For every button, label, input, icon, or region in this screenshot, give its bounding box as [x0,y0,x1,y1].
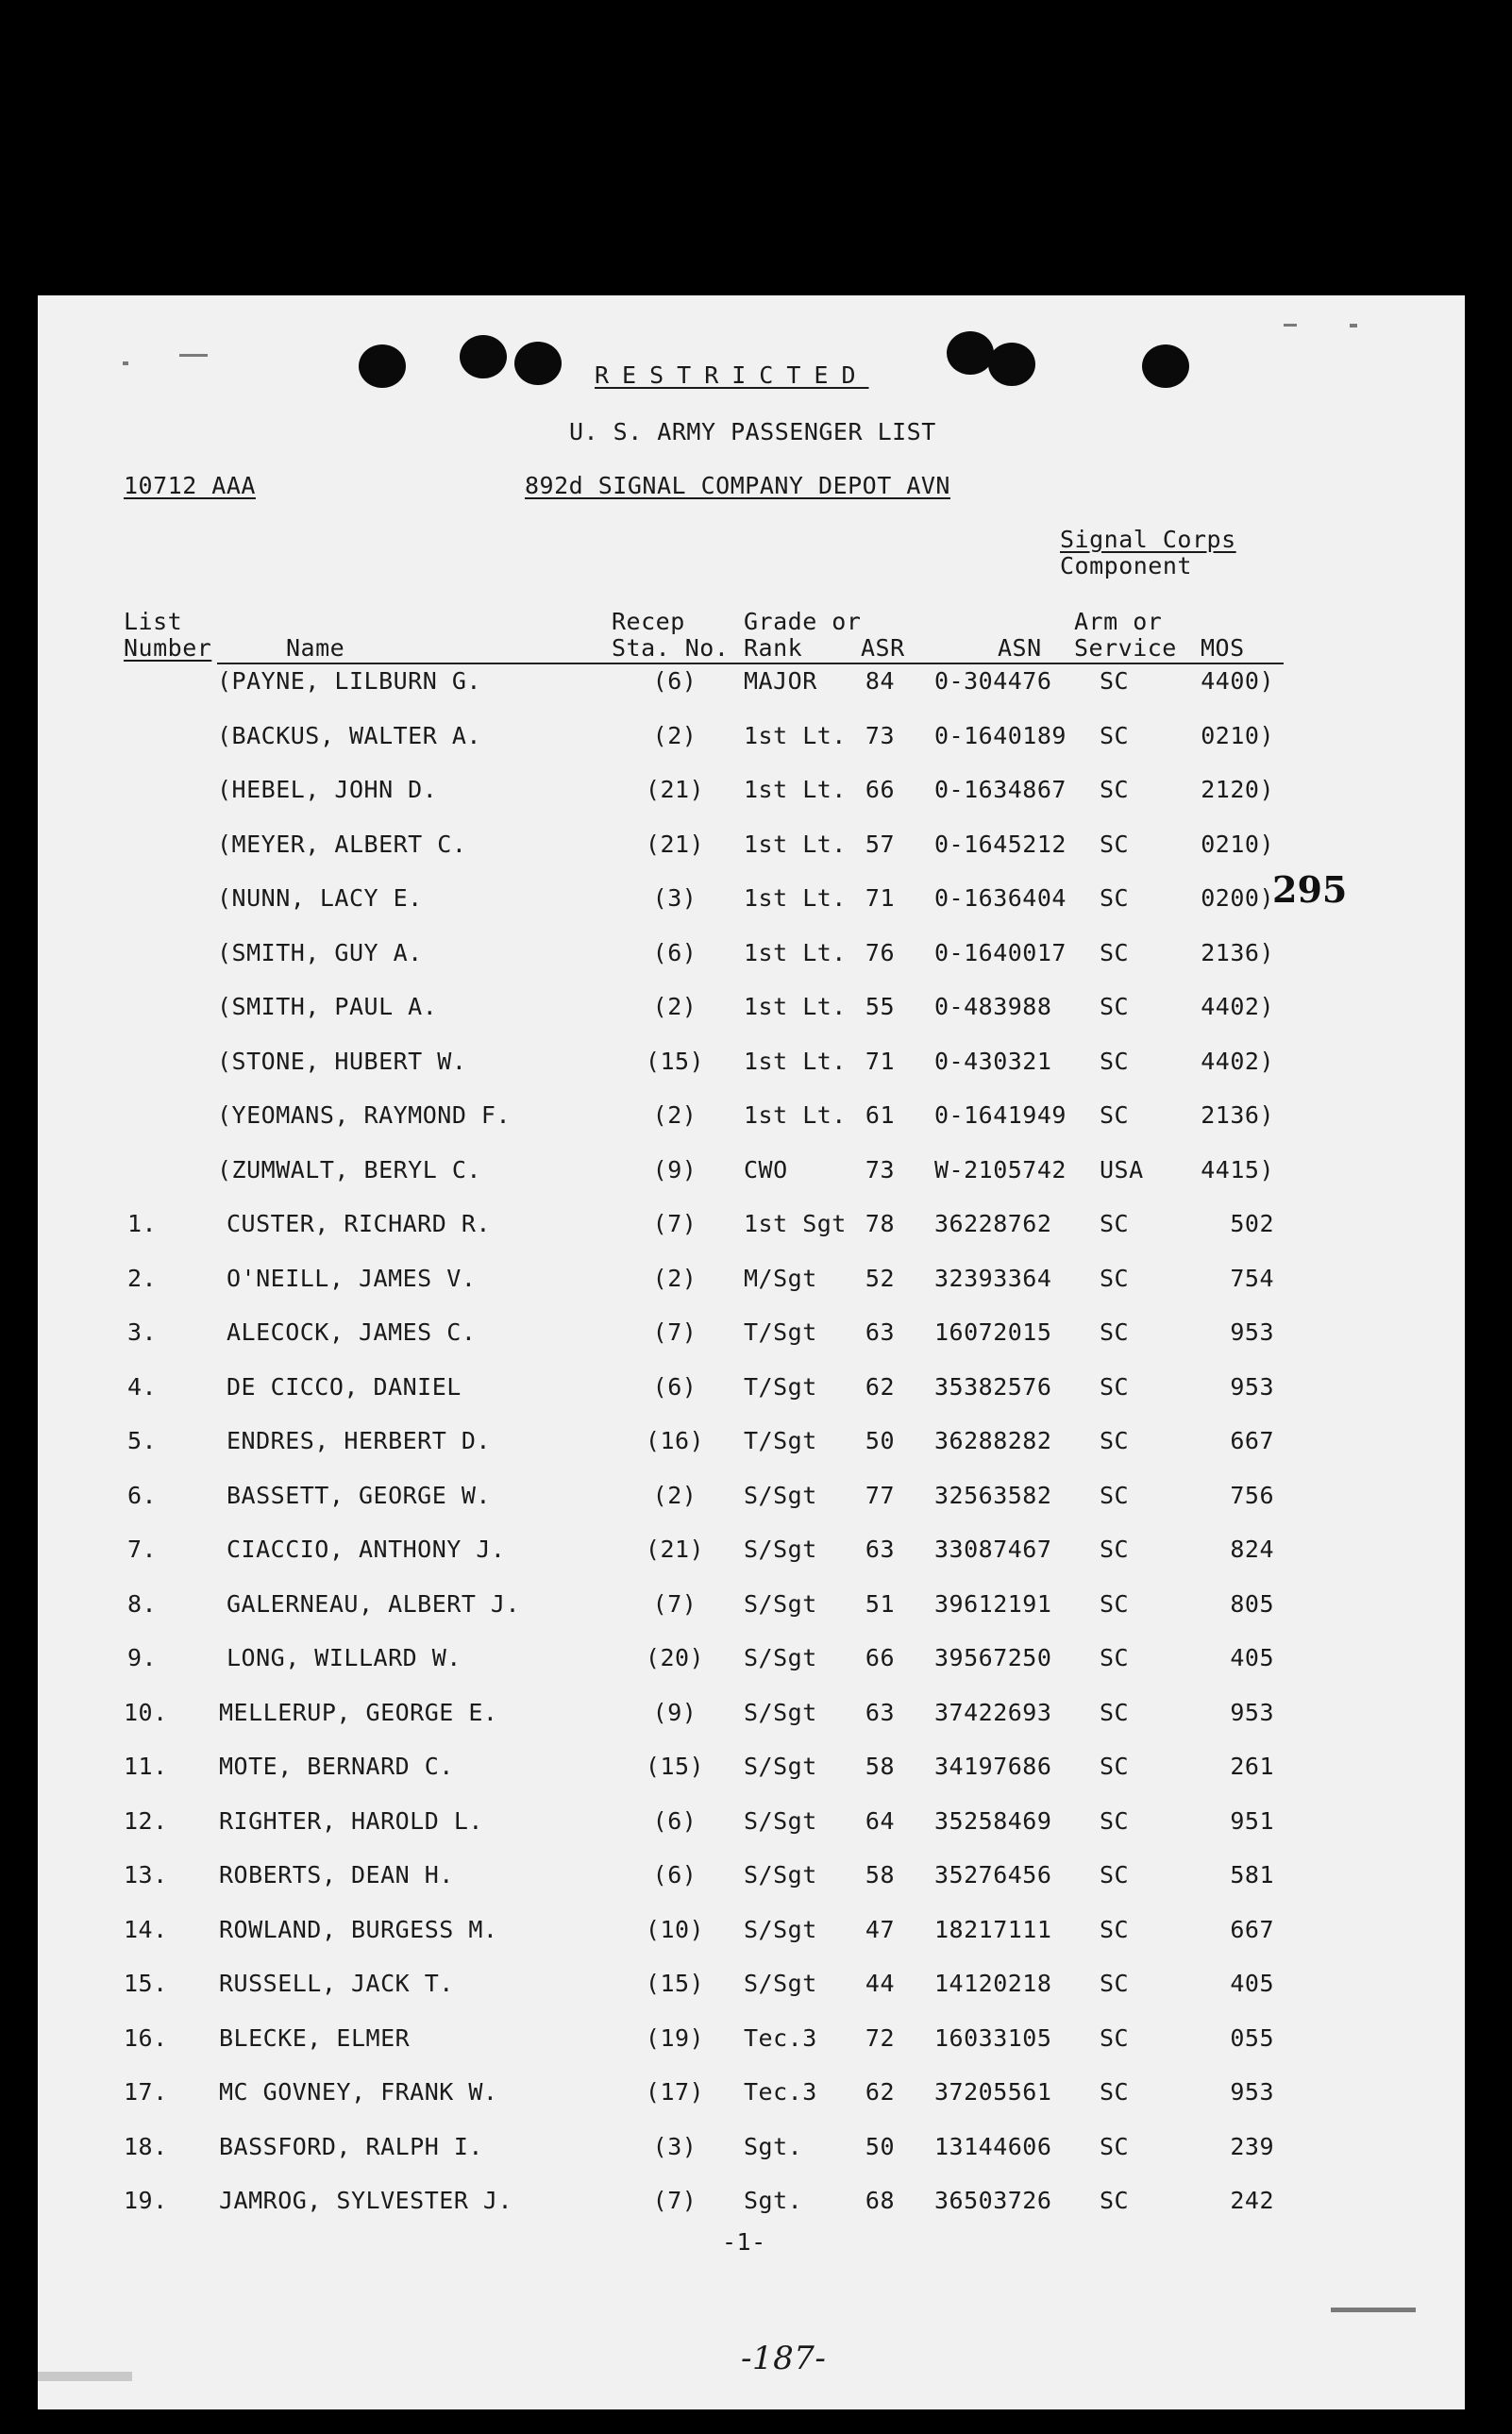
row-recep-sta: (21) [645,776,705,803]
row-grade: S/Sgt [744,1861,817,1888]
row-number: 5. [127,1427,158,1454]
row-name: (MEYER, ALBERT C. [217,830,467,858]
table-row [38,1699,1465,1754]
row-grade: S/Sgt [744,1915,817,1943]
row-recep-sta: (7) [652,1210,697,1237]
row-recep-sta: (2) [652,1264,697,1292]
punch-hole [460,335,507,378]
row-mos: 502 [1230,1210,1274,1237]
row-name: RUSSELL, JACK T. [219,1970,454,1997]
row-recep-sta: (20) [645,1644,705,1671]
row-number: 17. [124,2078,168,2106]
table-row [38,667,1465,722]
row-arm: SC [1100,1970,1130,1997]
row-mos: 953 [1230,2078,1274,2106]
row-number: 15. [124,1970,168,1997]
row-number: 7. [127,1536,158,1563]
row-asr: 44 [865,1970,895,1997]
row-name: JAMROG, SYLVESTER J. [219,2187,513,2214]
row-recep-sta: (7) [652,2187,697,2214]
row-mos: 953 [1230,1318,1274,1346]
table-row [38,1156,1465,1211]
row-asn: 0-1641949 [934,1101,1067,1129]
row-number: 2. [127,1264,158,1292]
row-recep-sta: (7) [652,1589,697,1618]
row-recep-sta: (21) [645,830,705,858]
row-arm: SC [1100,776,1130,803]
punch-hole [947,331,994,375]
row-name: (YEOMANS, RAYMOND F. [217,1101,512,1129]
row-asn: 35258469 [934,1806,1052,1835]
table-row [38,722,1465,777]
row-recep-sta: (6) [652,1861,697,1888]
row-arm: SC [1100,830,1130,858]
row-recep-sta: (15) [645,1753,705,1780]
row-number: 13. [124,1861,168,1888]
row-grade: 1st Lt. [744,1101,847,1129]
row-number: 6. [127,1481,158,1509]
row-asr: 57 [865,830,895,858]
row-recep-sta: (6) [652,1806,697,1835]
row-mos: 405 [1230,1644,1274,1671]
row-arm: SC [1100,721,1130,749]
row-asr: 71 [865,884,895,912]
table-row [38,776,1465,831]
row-name: (SMITH, PAUL A. [217,993,438,1020]
table-row [38,1427,1465,1482]
col-header-grade: Grade or [744,608,862,635]
row-asn: W-2105742 [934,1155,1067,1183]
row-grade: 1st Lt. [744,993,847,1020]
table-row [38,2078,1465,2133]
col-header-asn: ASN [998,634,1042,662]
row-arm: SC [1100,667,1130,695]
row-grade: CWO [744,1155,788,1183]
row-recep-sta: (2) [652,1481,697,1509]
row-asn: 0-430321 [934,1047,1052,1075]
row-name: MC GOVNEY, FRANK W. [219,2078,498,2106]
row-asn: 32563582 [934,1481,1052,1509]
row-mos: 239 [1230,2132,1274,2160]
row-recep-sta: (9) [652,1698,697,1726]
row-asr: 77 [865,1481,895,1509]
row-number: 14. [124,1915,168,1943]
row-grade: Sgt. [744,2187,803,2214]
row-name: ROWLAND, BURGESS M. [219,1915,498,1943]
row-asr: 58 [865,1861,895,1888]
punch-hole [359,344,406,388]
row-number: 10. [124,1698,168,1726]
row-grade: S/Sgt [744,1753,817,1780]
col-header-recep: Recep [612,608,685,635]
row-asr: 62 [865,1372,895,1401]
row-mos: 824 [1230,1536,1274,1563]
row-mos: 242 [1230,2187,1274,2214]
row-asr: 62 [865,2078,895,2106]
row-recep-sta: (3) [652,2132,697,2160]
unit-name: 892d SIGNAL COMPANY DEPOT AVN [525,472,950,499]
row-asn: 16033105 [934,2023,1052,2052]
row-asr: 63 [865,1698,895,1726]
row-asr: 52 [865,1264,895,1292]
table-row [38,1048,1465,1102]
row-asn: 36503726 [934,2187,1052,2214]
row-number: 8. [127,1589,158,1618]
row-asn: 0-304476 [934,667,1052,695]
document-title: U. S. ARMY PASSENGER LIST [569,418,936,445]
row-arm: SC [1100,1372,1130,1401]
row-grade: S/Sgt [744,1698,817,1726]
row-asr: 68 [865,2187,895,2214]
row-mos: 4415) [1201,1155,1274,1183]
row-mos: 4402) [1201,993,1274,1020]
row-name: GALERNEAU, ALBERT J. [227,1589,521,1618]
row-name: BASSETT, GEORGE W. [227,1481,491,1509]
row-asr: 71 [865,1047,895,1075]
row-mos: 953 [1230,1372,1274,1401]
table-row [38,831,1465,885]
row-grade: 1st Lt. [744,884,847,912]
row-mos: 2120) [1201,776,1274,803]
table-row [38,1210,1465,1265]
col-header-number: Number [124,634,212,662]
row-asn: 16072015 [934,1318,1052,1346]
row-mos: 2136) [1201,1101,1274,1129]
row-asn: 0-1645212 [934,830,1067,858]
col-header-list: List [124,608,183,635]
row-number: 3. [127,1318,158,1346]
scan-speck [179,354,208,357]
row-mos: 951 [1230,1806,1274,1835]
row-mos: 667 [1230,1427,1274,1454]
row-asn: 14120218 [934,1970,1052,1997]
row-mos: 0210) [1201,721,1274,749]
col-header-name: Name [286,634,345,662]
row-arm: SC [1100,1915,1130,1943]
row-asn: 39612191 [934,1589,1052,1618]
row-number: 9. [127,1644,158,1671]
row-grade: Tec.3 [744,2078,817,2106]
row-arm: SC [1100,1481,1130,1509]
page-number: -1- [722,2228,766,2256]
row-asr: 63 [865,1318,895,1346]
row-arm: USA [1100,1155,1144,1183]
col-header-service: Service [1074,634,1177,662]
row-asr: 51 [865,1589,895,1618]
punch-hole [514,342,562,385]
table-row [38,1807,1465,1862]
row-name: LONG, WILLARD W. [227,1644,462,1671]
row-mos: 2136) [1201,938,1274,966]
row-name: DE CICCO, DANIEL [227,1372,462,1401]
row-mos: 756 [1230,1481,1274,1509]
row-number: 19. [124,2187,168,2214]
row-asr: 50 [865,2132,895,2160]
row-mos: 261 [1230,1753,1274,1780]
row-mos: 805 [1230,1589,1274,1618]
row-asr: 61 [865,1101,895,1129]
row-asn: 37422693 [934,1698,1052,1726]
row-recep-sta: (16) [645,1427,705,1454]
row-number: 16. [124,2023,168,2052]
row-arm: SC [1100,1536,1130,1563]
scan-speck [1350,324,1357,327]
row-grade: Tec.3 [744,2023,817,2052]
row-mos: 0200) [1201,884,1274,912]
scan-speck [1331,2308,1416,2312]
row-recep-sta: (3) [652,884,697,912]
row-grade: S/Sgt [744,1970,817,1997]
row-name: BASSFORD, RALPH I. [219,2132,483,2160]
table-row [38,1101,1465,1156]
table-row [38,1318,1465,1373]
row-grade: T/Sgt [744,1372,817,1401]
row-recep-sta: (19) [645,2023,705,2052]
table-row [38,939,1465,994]
margin-stamp: 295 [1272,868,1348,911]
row-asr: 47 [865,1915,895,1943]
row-arm: SC [1100,1861,1130,1888]
row-name: MOTE, BERNARD C. [219,1753,454,1780]
row-number: 11. [124,1753,168,1780]
row-arm: SC [1100,1210,1130,1237]
table-row [38,1644,1465,1699]
row-mos: 581 [1230,1861,1274,1888]
row-asn: 13144606 [934,2132,1052,2160]
row-asn: 34197686 [934,1753,1052,1780]
row-name: RIGHTER, HAROLD L. [219,1806,483,1835]
row-asr: 73 [865,1155,895,1183]
row-asr: 76 [865,938,895,966]
row-name: (SMITH, GUY A. [217,938,423,966]
row-grade: 1st Lt. [744,830,847,858]
row-asn: 35276456 [934,1861,1052,1888]
row-mos: 0210) [1201,830,1274,858]
row-arm: SC [1100,2132,1130,2160]
scan-speck [123,361,128,365]
row-name: (HEBEL, JOHN D. [217,776,438,803]
row-arm: SC [1100,2023,1130,2052]
row-arm: SC [1100,1806,1130,1835]
row-asn: 37205561 [934,2078,1052,2106]
row-number: 12. [124,1806,168,1835]
row-name: CIACCIO, ANTHONY J. [227,1536,506,1563]
row-grade: S/Sgt [744,1589,817,1618]
row-arm: SC [1100,1589,1130,1618]
scan-speck [38,2372,132,2381]
col-header-arm: Arm or [1074,608,1163,635]
row-name: (PAYNE, LILBURN G. [217,667,481,695]
row-asn: 35382576 [934,1372,1052,1401]
row-asn: 33087467 [934,1536,1052,1563]
classification-heading: RESTRICTED [595,361,869,389]
row-recep-sta: (2) [652,721,697,749]
row-grade: S/Sgt [744,1481,817,1509]
row-mos: 667 [1230,1915,1274,1943]
row-arm: SC [1100,938,1130,966]
row-grade: 1st Lt. [744,1047,847,1075]
row-mos: 405 [1230,1970,1274,1997]
row-recep-sta: (15) [645,1970,705,1997]
unit-code: 10712 AAA [124,472,256,499]
row-grade: MAJOR [744,667,817,695]
table-row [38,1970,1465,2024]
row-name: (ZUMWALT, BERYL C. [217,1155,481,1183]
row-asn: 0-1640189 [934,721,1067,749]
row-asr: 72 [865,2023,895,2052]
row-name: MELLERUP, GEORGE E. [219,1698,498,1726]
row-mos: 055 [1230,2023,1274,2052]
document-page [38,295,1465,2409]
row-asn: 39567250 [934,1644,1052,1671]
row-name: (NUNN, LACY E. [217,884,423,912]
row-recep-sta: (2) [652,993,697,1020]
row-asr: 50 [865,1427,895,1454]
table-row [38,2024,1465,2079]
row-asr: 55 [865,993,895,1020]
table-row [38,1482,1465,1536]
row-arm: SC [1100,1318,1130,1346]
row-asn: 36288282 [934,1427,1052,1454]
row-arm: SC [1100,1698,1130,1726]
table-row [38,1590,1465,1645]
punch-hole [988,343,1035,386]
row-asr: 84 [865,667,895,695]
row-asr: 78 [865,1210,895,1237]
row-recep-sta: (6) [652,667,697,695]
row-asn: 36228762 [934,1210,1052,1237]
row-arm: SC [1100,1644,1130,1671]
row-recep-sta: (7) [652,1318,697,1346]
row-number: 18. [124,2132,168,2160]
row-name: ALECOCK, JAMES C. [227,1318,477,1346]
row-asr: 73 [865,721,895,749]
row-arm: SC [1100,1047,1130,1075]
row-asn: 0-1640017 [934,938,1067,966]
row-grade: 1st Lt. [744,776,847,803]
table-row [38,884,1465,939]
row-grade: T/Sgt [744,1318,817,1346]
row-asr: 63 [865,1536,895,1563]
row-recep-sta: (10) [645,1915,705,1943]
table-row [38,1916,1465,1971]
table-row [38,1753,1465,1807]
row-grade: S/Sgt [744,1644,817,1671]
table-row [38,2133,1465,2188]
row-grade: S/Sgt [744,1806,817,1835]
row-mos: 4400) [1201,667,1274,695]
component-name: Signal Corps [1060,526,1236,553]
col-header-asr: ASR [861,634,905,662]
row-grade: S/Sgt [744,1536,817,1563]
row-arm: SC [1100,2078,1130,2106]
row-mos: 754 [1230,1264,1274,1292]
table-row [38,1373,1465,1428]
row-asn: 0-483988 [934,993,1052,1020]
punch-hole [1142,344,1189,388]
row-asr: 64 [865,1806,895,1835]
row-arm: SC [1100,1264,1130,1292]
row-asr: 66 [865,776,895,803]
row-name: CUSTER, RICHARD R. [227,1210,491,1237]
row-asr: 66 [865,1644,895,1671]
row-recep-sta: (21) [645,1536,705,1563]
row-recep-sta: (6) [652,1372,697,1401]
row-recep-sta: (2) [652,1101,697,1129]
row-arm: SC [1100,884,1130,912]
row-number: 1. [127,1210,158,1237]
row-name: BLECKE, ELMER [219,2023,411,2052]
row-arm: SC [1100,1101,1130,1129]
table-row [38,1861,1465,1916]
row-grade: 1st Sgt [744,1210,847,1237]
row-grade: 1st Lt. [744,938,847,966]
table-row [38,1265,1465,1319]
row-arm: SC [1100,993,1130,1020]
row-name: ENDRES, HERBERT D. [227,1427,491,1454]
row-recep-sta: (9) [652,1155,697,1183]
row-name: (STONE, HUBERT W. [217,1047,467,1075]
row-grade: 1st Lt. [744,721,847,749]
row-grade: Sgt. [744,2132,803,2160]
col-header-mos: MOS [1201,634,1245,662]
row-grade: T/Sgt [744,1427,817,1454]
row-asn: 0-1636404 [934,884,1067,912]
row-name: (BACKUS, WALTER A. [217,721,481,749]
row-asn: 0-1634867 [934,776,1067,803]
row-arm: SC [1100,2187,1130,2214]
row-arm: SC [1100,1427,1130,1454]
component-label: Component [1060,552,1192,579]
row-arm: SC [1100,1753,1130,1780]
row-recep-sta: (15) [645,1047,705,1075]
row-asn: 18217111 [934,1915,1052,1943]
handwritten-folio: -187- [741,2340,827,2377]
col-header-rank: Rank [744,634,803,662]
col-header-sta: Sta. No. [612,634,730,662]
row-asr: 58 [865,1753,895,1780]
header-rule [217,663,1284,664]
row-name: ROBERTS, DEAN H. [219,1861,454,1888]
row-asn: 32393364 [934,1264,1052,1292]
row-number: 4. [127,1372,158,1401]
table-row [38,1536,1465,1590]
row-grade: M/Sgt [744,1264,817,1292]
row-name: O'NEILL, JAMES V. [227,1264,477,1292]
table-row [38,993,1465,1048]
row-recep-sta: (6) [652,938,697,966]
row-recep-sta: (17) [645,2078,705,2106]
row-mos: 4402) [1201,1047,1274,1075]
scan-speck [1284,324,1297,327]
row-mos: 953 [1230,1698,1274,1726]
